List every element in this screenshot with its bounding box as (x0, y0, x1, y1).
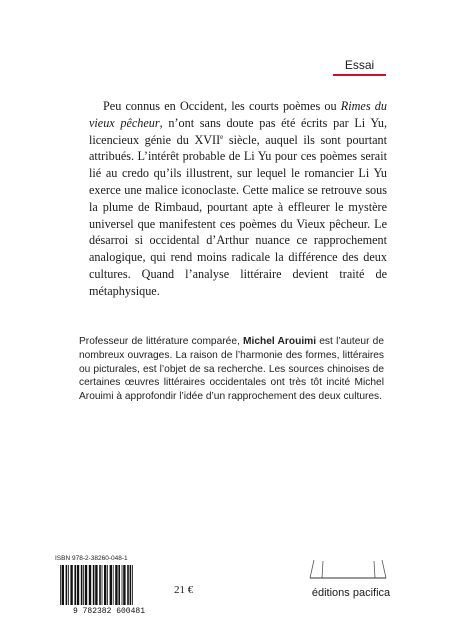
barcode (54, 565, 164, 615)
barcode-bar (89, 565, 91, 605)
barcode-bar (81, 565, 83, 605)
barcode-bar (70, 565, 72, 605)
barcode-bar (113, 565, 114, 605)
barcode-bar (127, 565, 129, 605)
barcode-bar (99, 565, 101, 605)
publisher-name: éditions pacifica (311, 587, 391, 599)
blurb-text-1: Peu connus en Occident, les courts poèmes ou (103, 99, 341, 113)
barcode-bar (122, 565, 123, 605)
category-underline (333, 74, 386, 76)
isbn-label: ISBN 978-2-38260-048-1 (55, 555, 128, 562)
author-name: Michel Arouimi (243, 336, 317, 347)
barcode-bar (77, 565, 79, 605)
century-superscript: e (220, 132, 224, 141)
bio-text-2: est l’auteur de nombreux ouvrages. La raison de l’harmonie des formes, littéraires ou picturales, est l’objet de sa recherche. Les sources chinoises de certaines œuvres littéraires occidentales ont très tôt incité Michel Arouimi à approfondir l’idée d’un rapprochement des deux cultures. (79, 336, 385, 403)
barcode-bar (118, 565, 120, 605)
barcode-bar (60, 565, 61, 605)
author-bio (79, 335, 384, 404)
barcode-bar (85, 565, 87, 605)
bio-text-1: Professeur de littérature comparée, (79, 336, 244, 347)
barcode-bar (68, 565, 69, 605)
barcode-bar (123, 565, 125, 605)
publisher-logo (308, 558, 388, 580)
barcode-bar (130, 565, 132, 605)
back-cover-blurb (89, 98, 387, 300)
barcode-digits: 9 782382 600481 (72, 607, 146, 615)
barcode-bar (104, 565, 106, 605)
price: 21 € (174, 584, 194, 596)
book-title: Rimes du vieux pêcheur (89, 99, 387, 130)
barcode-bar (83, 565, 84, 605)
category-label: Essai (344, 58, 375, 72)
barcode-graphic (54, 565, 164, 615)
blurb-text-3: siècle, auquel ils sont pourtant attribués. L’intérêt probable de Li Yu pour ces poèmes serait lié au credo qu’ils illustrent, sur lequel le romancier Li Yu exerce une malice iconoclaste. Cette malice se retrouve sous la plume de Rimbaud, pourtant apte à effleurer le mystère universel que manifestent ces poèmes du Vieux pêcheur. Le désarroi si occidental d’Arthur nuance ce rapprochement analogique, qui rend moins radicale la différence des deux cultures. Quand l’analyse littéraire devient traité de métaphysique. (89, 132, 387, 298)
barcode-bar (132, 565, 133, 605)
blurb-text-2: , n’ont sans doute pas été écrits par Li Yu, licencieux génie du XVII (89, 115, 387, 147)
barcode-bar (74, 565, 76, 605)
barcode-bar (115, 565, 117, 605)
barcode-bar (107, 565, 108, 605)
barcode-bar (93, 565, 95, 605)
barcode-bar (66, 565, 68, 605)
barcode-bar (102, 565, 103, 605)
barcode-bar (95, 565, 97, 605)
barcode-bar (62, 565, 64, 605)
barcode-bar (110, 565, 112, 605)
